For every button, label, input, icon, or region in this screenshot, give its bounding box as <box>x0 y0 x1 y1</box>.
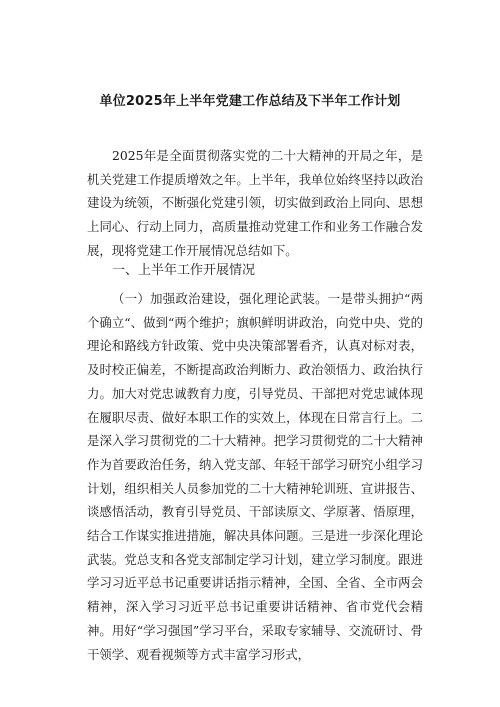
document-title: 单位2025年上半年党建工作总结及下半年工作计划 <box>99 94 401 109</box>
section-paragraph: （一）加强政治建设，强化理论武装。一是带头拥护“两个确立“、做到“两个维护；旗帜鲜明讲政治，向党中央、党的理论和路线方针政策、党中央决策部署看齐，认真对标对表，及时校正偏差，不断提高政治判断力、政治领悟力、政治执行力。加大对党忠诚教育力度，引导党员、干部把对党忠诚体现在履职尽责、做好本职工作的实效上，体现在日常言行上。二是深入学习贯彻党的二十大精神。把学习贯彻党的二十大精神作为首要政治任务，纳入党支部、年轻干部学习研究小组学习计划，组织相关人员参加党的二十大精神轮训班、宣讲报告、谈感悟活动，教育引导党员、干部读原文、学原著、悟原理，结合工作谋实推进措施，解决具体问题。三是进一步深化理论武装。党总支和各党支部制定学习计划，建立学习制度。跟进学习习近平总书记重要讲话指示精神，全国、全省、全市两会精神，深入学习习近平总书记重要讲话精神、省市党代会精神。用好“学习强国”学习平台，采取专家辅导、交流研讨、骨干领学、观看视频等方式丰富学习形式， <box>87 291 423 662</box>
section-heading: 一、上半年工作开展情况 <box>112 263 256 278</box>
intro-paragraph: 2025年是全面贯彻落实党的二十大精神的开局之年，是机关党建工作提质增效之年。上半年，我单位始终坚持以政治建设为统领，不断强化党建引领，切实做到政治上同向、思想上同心、行动上同力，高质量推动党建工作和业务工作融合发展，现将党建工作开展情况总结如下。 <box>87 148 423 258</box>
